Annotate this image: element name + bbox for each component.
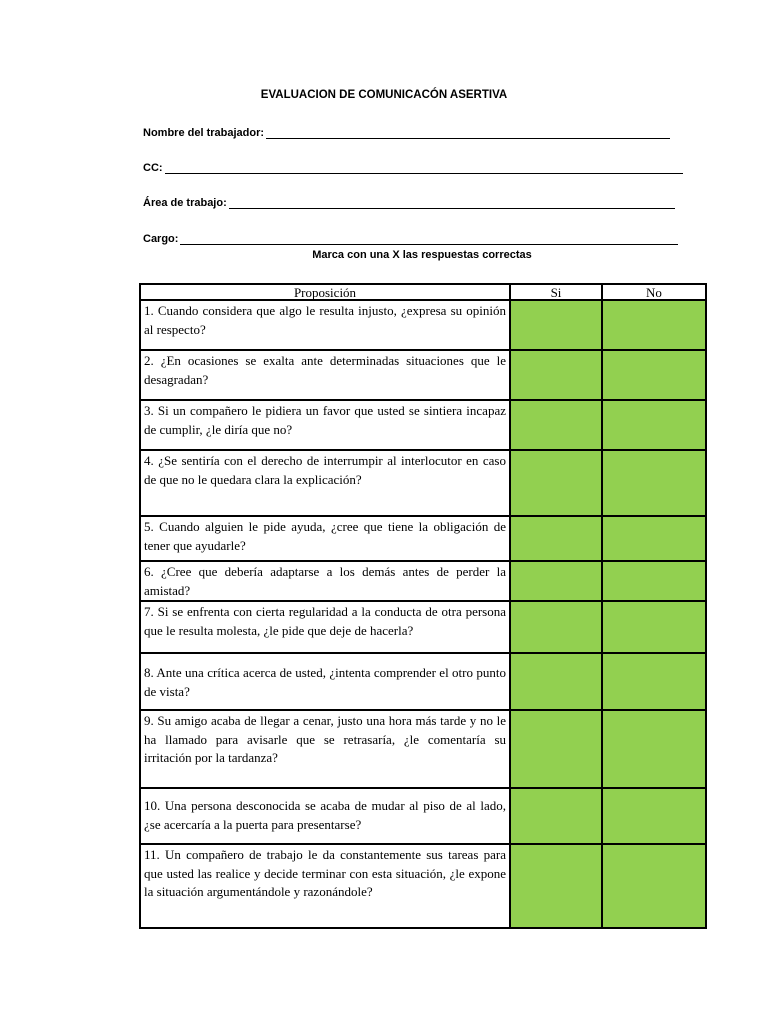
- answer-no-cell[interactable]: [602, 300, 706, 350]
- table-row: [140, 400, 706, 450]
- work-area-label: Área de trabajo:: [143, 197, 227, 209]
- answer-no-cell[interactable]: [602, 710, 706, 788]
- question-text: 9. Su amigo acaba de llegar a cenar, justo una hora más tarde y no le ha llamado para avisarle que se retrasaría, ¿le comentaría su irritación por la tardanza?: [140, 710, 510, 788]
- cc-label: CC:: [143, 162, 163, 174]
- answer-si-cell[interactable]: [510, 561, 602, 601]
- instruction-text: Marca con una X las respuestas correctas: [312, 249, 532, 261]
- cc-line[interactable]: [165, 161, 683, 174]
- answer-no-cell[interactable]: [602, 561, 706, 601]
- answer-si-cell[interactable]: [510, 788, 602, 844]
- answer-si-cell[interactable]: [510, 844, 602, 928]
- worker-name-label: Nombre del trabajador:: [143, 127, 265, 139]
- header-no: No: [602, 284, 706, 300]
- worker-name-line[interactable]: [266, 126, 670, 139]
- question-text: 5. Cuando alguien le pide ayuda, ¿cree que tiene la obligación de tener que ayudarle?: [140, 516, 510, 561]
- question-text: 4. ¿Se sentiría con el derecho de interrumpir al interlocutor en caso de que no le quedara clara la explicación?: [140, 450, 510, 516]
- header-si: Si: [510, 284, 602, 300]
- header-proposicion: Proposición: [140, 284, 510, 300]
- table-row: [140, 653, 706, 710]
- table-row: [140, 788, 706, 844]
- answer-si-cell[interactable]: [510, 300, 602, 350]
- table-row: [140, 516, 706, 561]
- table-row: [140, 300, 706, 350]
- answer-si-cell[interactable]: [510, 710, 602, 788]
- answer-no-cell[interactable]: [602, 601, 706, 653]
- answer-no-cell[interactable]: [602, 788, 706, 844]
- worker-name-field[interactable]: [143, 126, 670, 139]
- question-text: 10. Una persona desconocida se acaba de mudar al piso de al lado, ¿se acercaría a la puerta para presentarse?: [140, 788, 510, 844]
- answer-no-cell[interactable]: [602, 400, 706, 450]
- answer-no-cell[interactable]: [602, 844, 706, 928]
- question-text: 6. ¿Cree que debería adaptarse a los demás antes de perder la amistad?: [140, 561, 510, 601]
- answer-no-cell[interactable]: [602, 450, 706, 516]
- table-row: [140, 450, 706, 516]
- answer-si-cell[interactable]: [510, 653, 602, 710]
- question-text: 7. Si se enfrenta con cierta regularidad a la conducta de otra persona que le resulta molesta, ¿le pide que deje de hacerla?: [140, 601, 510, 653]
- answer-no-cell[interactable]: [602, 653, 706, 710]
- assessment-table: [139, 283, 707, 929]
- question-text: 11. Un compañero de trabajo le da constantemente sus tareas para que usted las realice y decide terminar con esta situación, ¿le expone la situación argumentándole y razonándole?: [140, 844, 510, 928]
- work-area-field[interactable]: [143, 196, 675, 209]
- answer-si-cell[interactable]: [510, 400, 602, 450]
- work-area-line[interactable]: [229, 196, 675, 209]
- answer-no-cell[interactable]: [602, 516, 706, 561]
- table-row: [140, 844, 706, 928]
- cargo-field[interactable]: [143, 232, 678, 245]
- answer-no-cell[interactable]: [602, 350, 706, 400]
- cargo-label: Cargo:: [143, 233, 179, 245]
- answer-si-cell[interactable]: [510, 601, 602, 653]
- question-text: 3. Si un compañero le pidiera un favor que usted se sintiera incapaz de cumplir, ¿le diría que no?: [140, 400, 510, 450]
- question-text: 1. Cuando considera que algo le resulta injusto, ¿expresa su opinión al respecto?: [140, 300, 510, 350]
- table-row: [140, 601, 706, 653]
- table-header-row: [140, 284, 706, 300]
- table-row: [140, 561, 706, 601]
- table-row: [140, 350, 706, 400]
- cc-field[interactable]: [143, 161, 683, 174]
- answer-si-cell[interactable]: [510, 350, 602, 400]
- table-row: [140, 710, 706, 788]
- question-text: 2. ¿En ocasiones se exalta ante determinadas situaciones que le desagradan?: [140, 350, 510, 400]
- document-title: EVALUACION DE COMUNICACÓN ASERTIVA: [260, 89, 508, 101]
- question-text: 8. Ante una crítica acerca de usted, ¿intenta comprender el otro punto de vista?: [140, 653, 510, 710]
- cargo-line[interactable]: [180, 232, 678, 245]
- answer-si-cell[interactable]: [510, 450, 602, 516]
- answer-si-cell[interactable]: [510, 516, 602, 561]
